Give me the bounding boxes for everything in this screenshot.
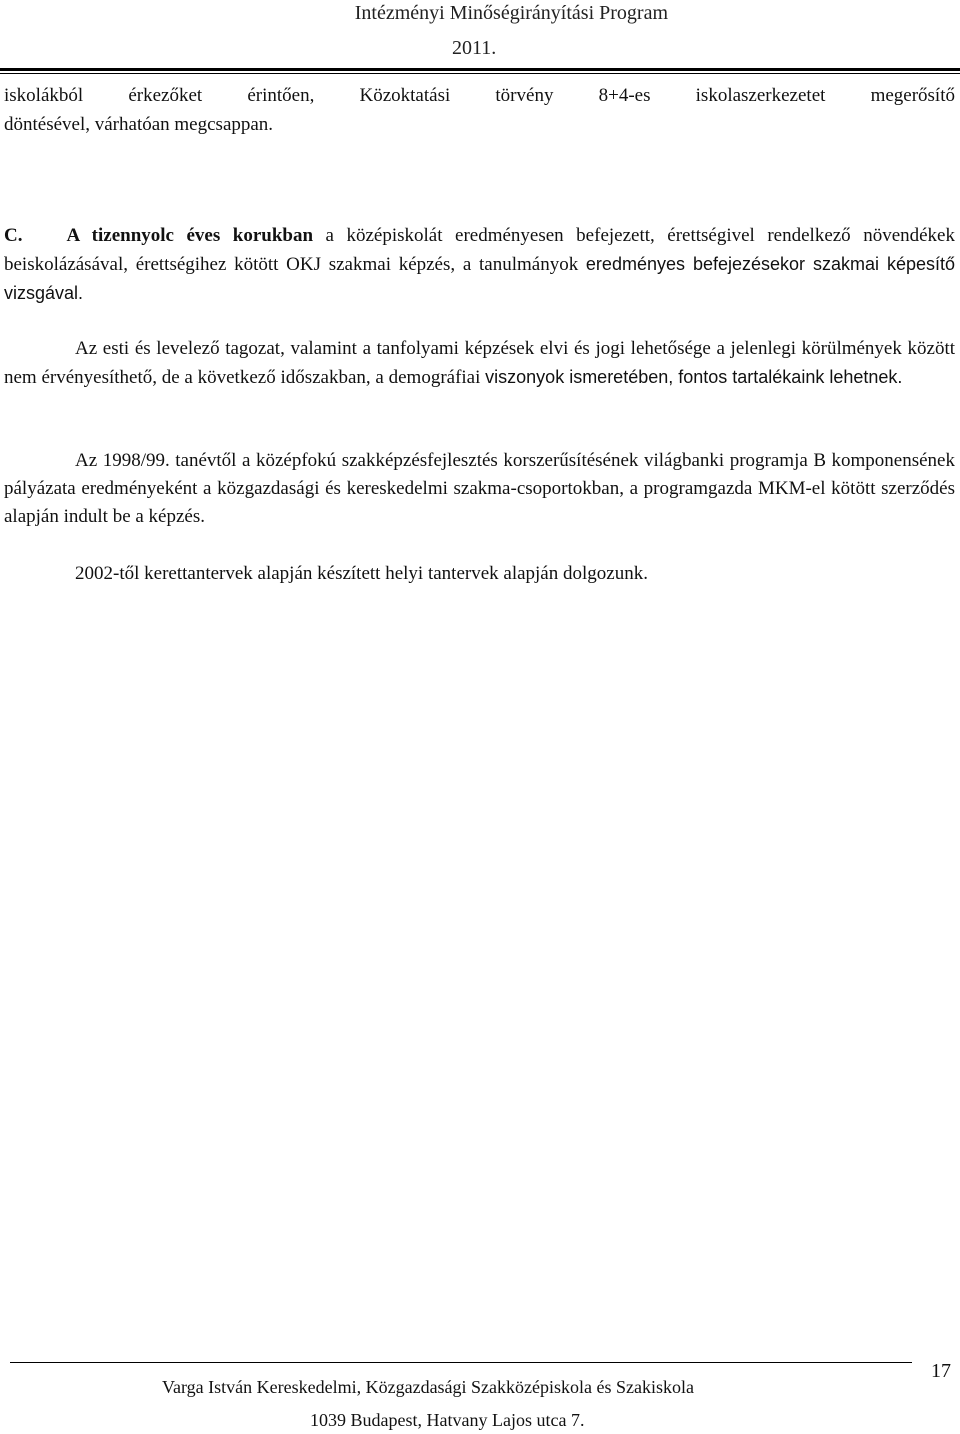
paragraph-3-sans-text: viszonyok ismeretében, fontos tartalékaink lehetnek.	[485, 367, 903, 387]
paragraph-3	[4, 335, 955, 392]
section-marker: C.	[4, 225, 23, 246]
paragraph-2-bold: A tizennyolc éves korukban	[66, 225, 314, 246]
paragraph-1-line-2: döntésével, várhatóan megcsappan.	[4, 114, 274, 135]
header-rule	[0, 68, 960, 74]
paragraph-5: 2002-től kerettantervek alapján készített helyi tantervek alapján dolgozunk.	[75, 563, 648, 584]
footer-address: 1039 Budapest, Hatvany Lajos utca 7.	[310, 1410, 585, 1430]
page-number: 17	[931, 1360, 951, 1382]
header-title: Intézményi Minőségirányítási Program	[354, 2, 668, 24]
footer-school-name: Varga István Kereskedelmi, Közgazdasági Szakközépiskola és Szakiskola	[162, 1377, 694, 1397]
paragraph-2-text: a középiskolát eredményesen befejezett, érettségivel rendelkező növendékek beiskolázásával, érettségihez kötött OKJ szakmai képzés, a tanulmányok	[4, 225, 955, 275]
paragraph-3-text: Az esti és levelező tagozat, valamint a tanfolyami képzések elvi és jogi lehetősége a jelenlegi körülmények között nem érvényesíthető, de a következő időszakban, a demográfiai	[4, 338, 955, 388]
paragraph-4: Az 1998/99. tanévtől a középfokú szakképzésfejlesztés korszerűsítésének világbanki programja B komponensének pályázata eredményeként a közgazdasági és kereskedelmi szakma-csoportokban, a programgazda MKM-el kötött szerződés alapján indult be a képzés.	[4, 450, 955, 527]
paragraph-1-line-1: iskolákból érkezőket érintően, Közoktatási törvény 8+4-es iskolaszerkezetet megerősítő	[4, 85, 955, 106]
paragraph-2	[4, 222, 955, 308]
header-year: 2011.	[452, 37, 497, 59]
footer-rule	[10, 1362, 912, 1363]
paragraph-2-sans-text: eredményes befejezésekor szakmai képesítő vizsgával.	[4, 254, 955, 303]
